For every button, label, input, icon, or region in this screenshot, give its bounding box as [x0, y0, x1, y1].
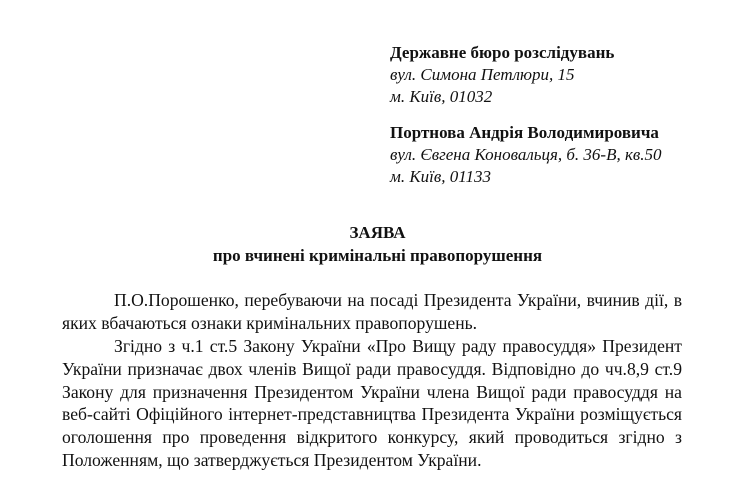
document-subtitle: про вчинені кримінальні правопорушення [212, 246, 543, 265]
paragraph-2-text: Згідно з ч.1 ст.5 Закону України «Про Вищу раду правосуддя» Президент України призначає двох членів Вищої ради правосуддя. Відповідно до чч.8,9 ст.9 Закону для призначення Президентом України члена Вищої ради правосуддя на веб-сайті Офіційного інтернет-представництва Президента України розміщується оголошення про проведення відкритого конкурсу, який проводиться згідно з Положенням, що затверджується Президентом України. [62, 336, 682, 470]
paragraph-1 [62, 289, 682, 335]
sender-city: м. Київ, 01133 [390, 167, 491, 186]
document-title: ЗАЯВА [349, 223, 406, 242]
sender-name: Портнова Андрія Володимировича [390, 123, 659, 142]
sender-block [390, 122, 662, 188]
sender-street: вул. Євгена Коновальця, б. 36-В, кв.50 [390, 145, 662, 164]
recipient-block [390, 42, 614, 108]
recipient-street: вул. Симона Петлюри, 15 [390, 65, 575, 84]
recipient-name: Державне бюро розслідувань [390, 43, 615, 62]
paragraph-1-text: П.О.Порошенко, перебуваючи на посаді Президента України, вчинив дії, в яких вбачаються ознаки кримінальних правопорушень. [62, 290, 682, 333]
paragraph-2 [62, 335, 682, 472]
recipient-city: м. Київ, 01032 [390, 87, 493, 106]
